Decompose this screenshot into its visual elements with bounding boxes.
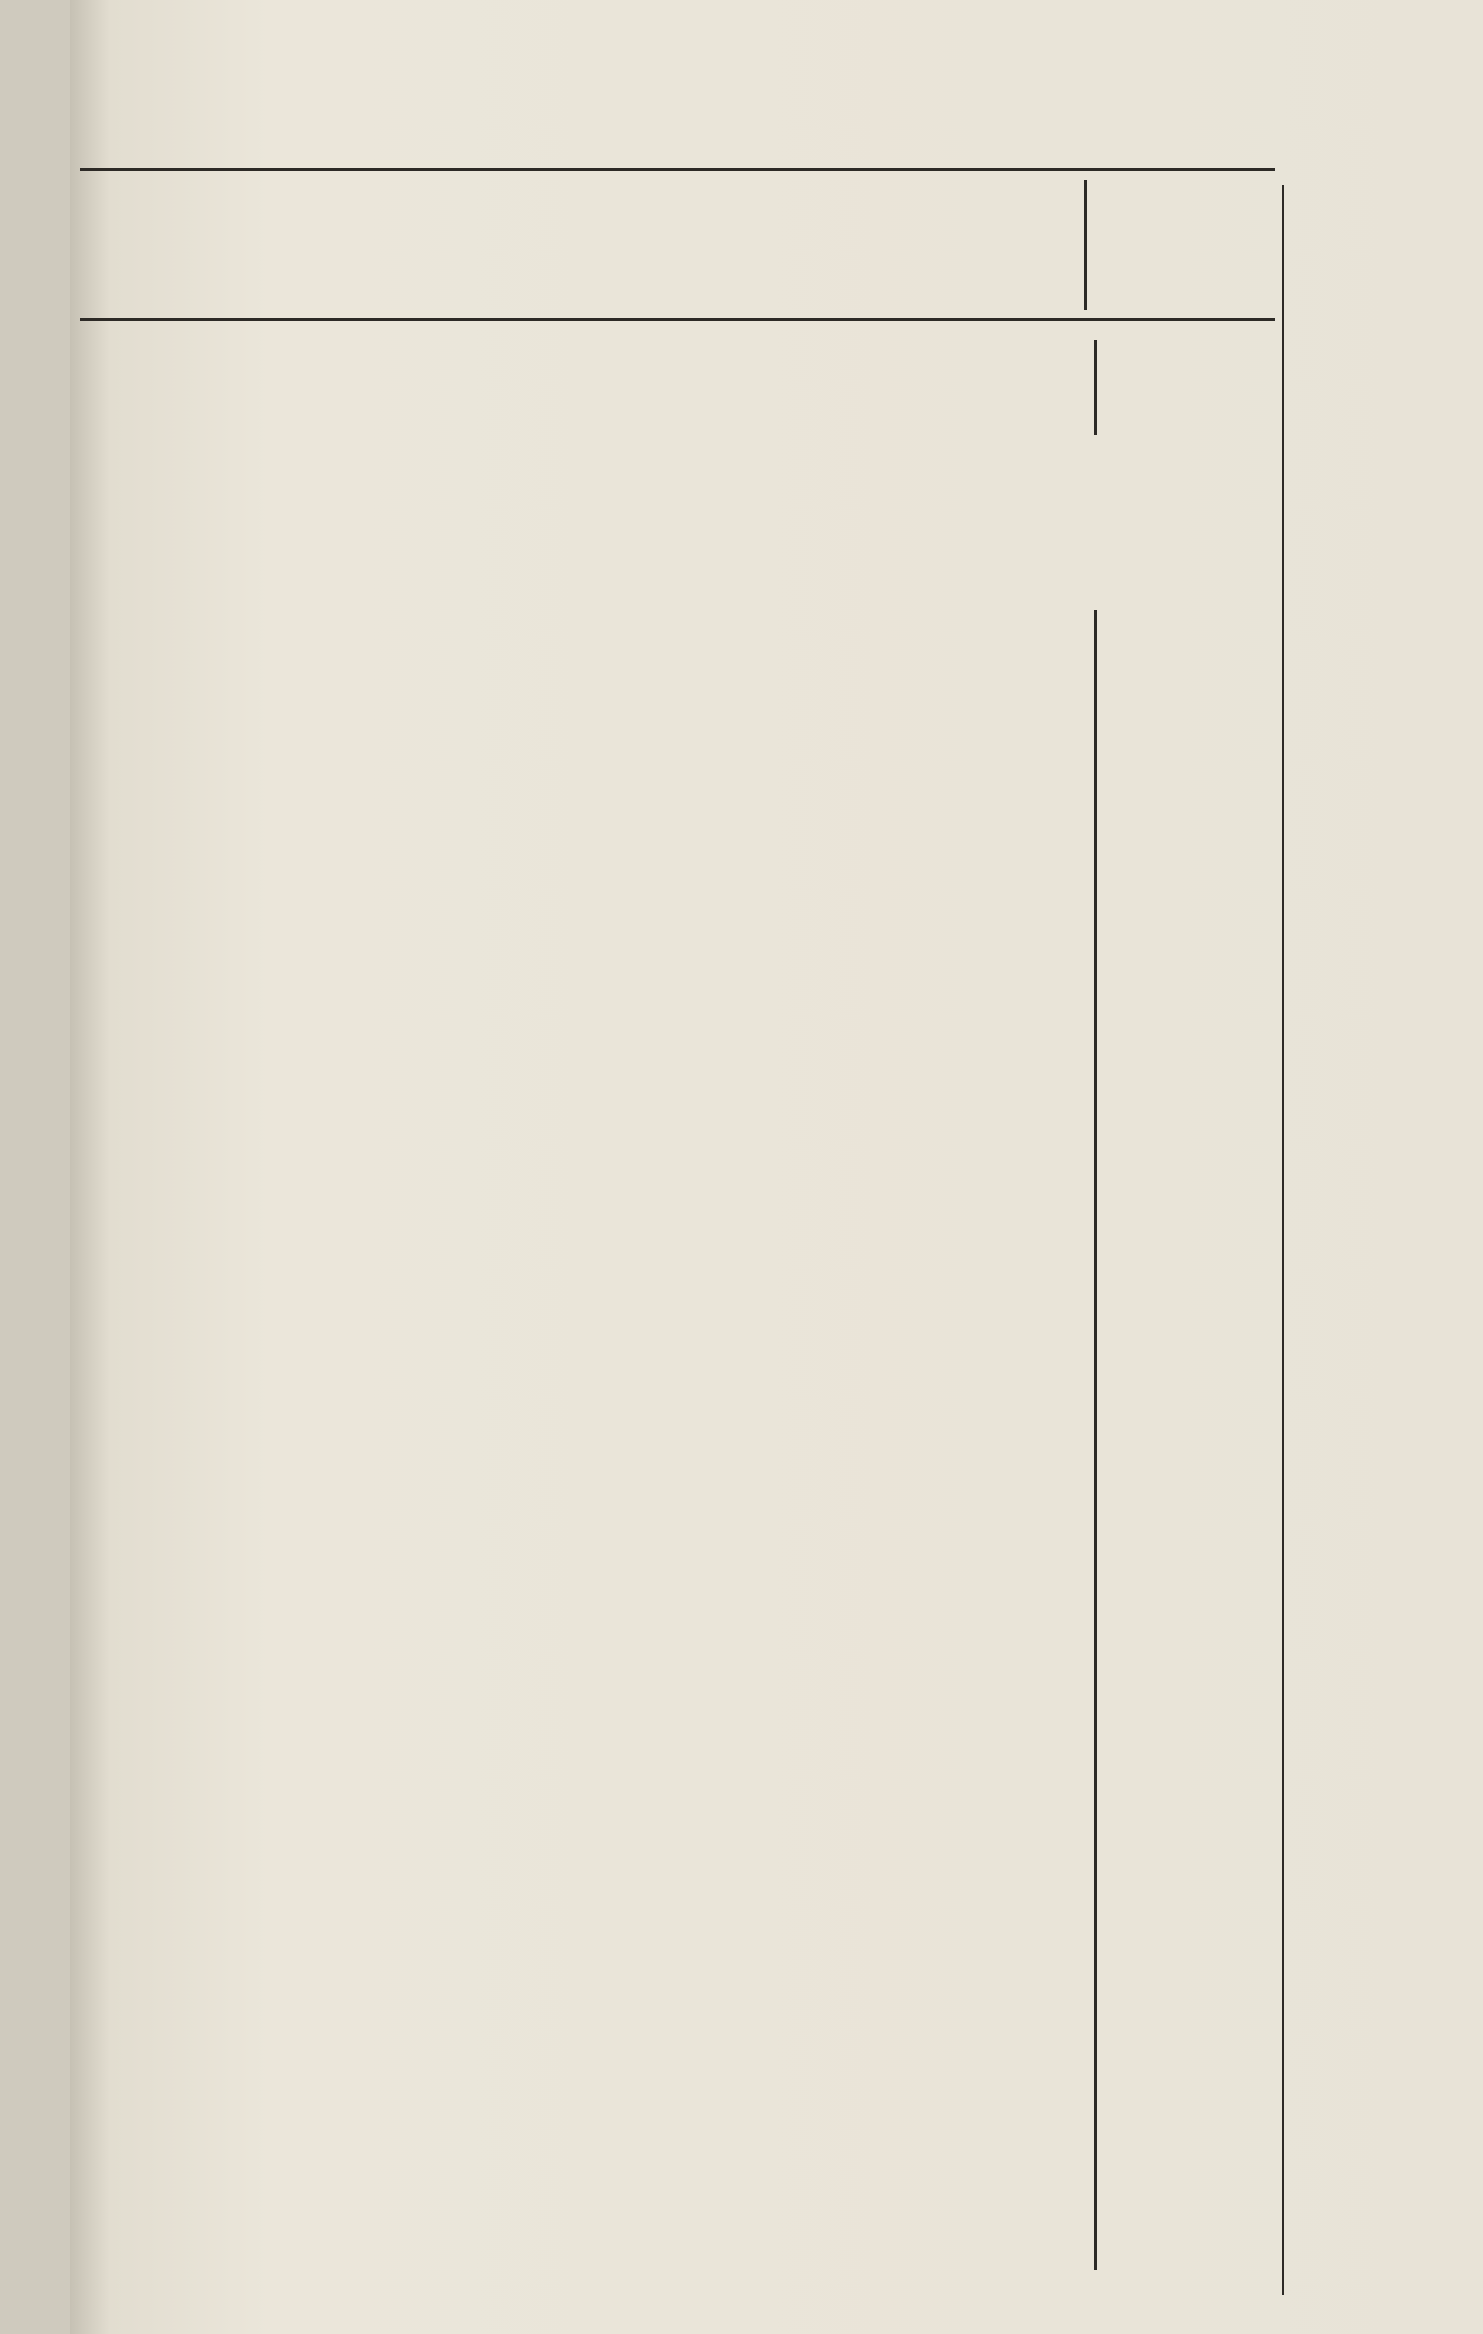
header-bottom-rule [80, 318, 1275, 321]
previous-page-edge [0, 0, 80, 2334]
main-column-rule [1094, 610, 1097, 2270]
right-edge-rule [1282, 185, 1284, 2295]
page [70, 0, 1483, 2334]
header-top-rule [80, 168, 1275, 171]
header-column-rule [1084, 180, 1087, 310]
top-column-rule [1094, 340, 1097, 435]
